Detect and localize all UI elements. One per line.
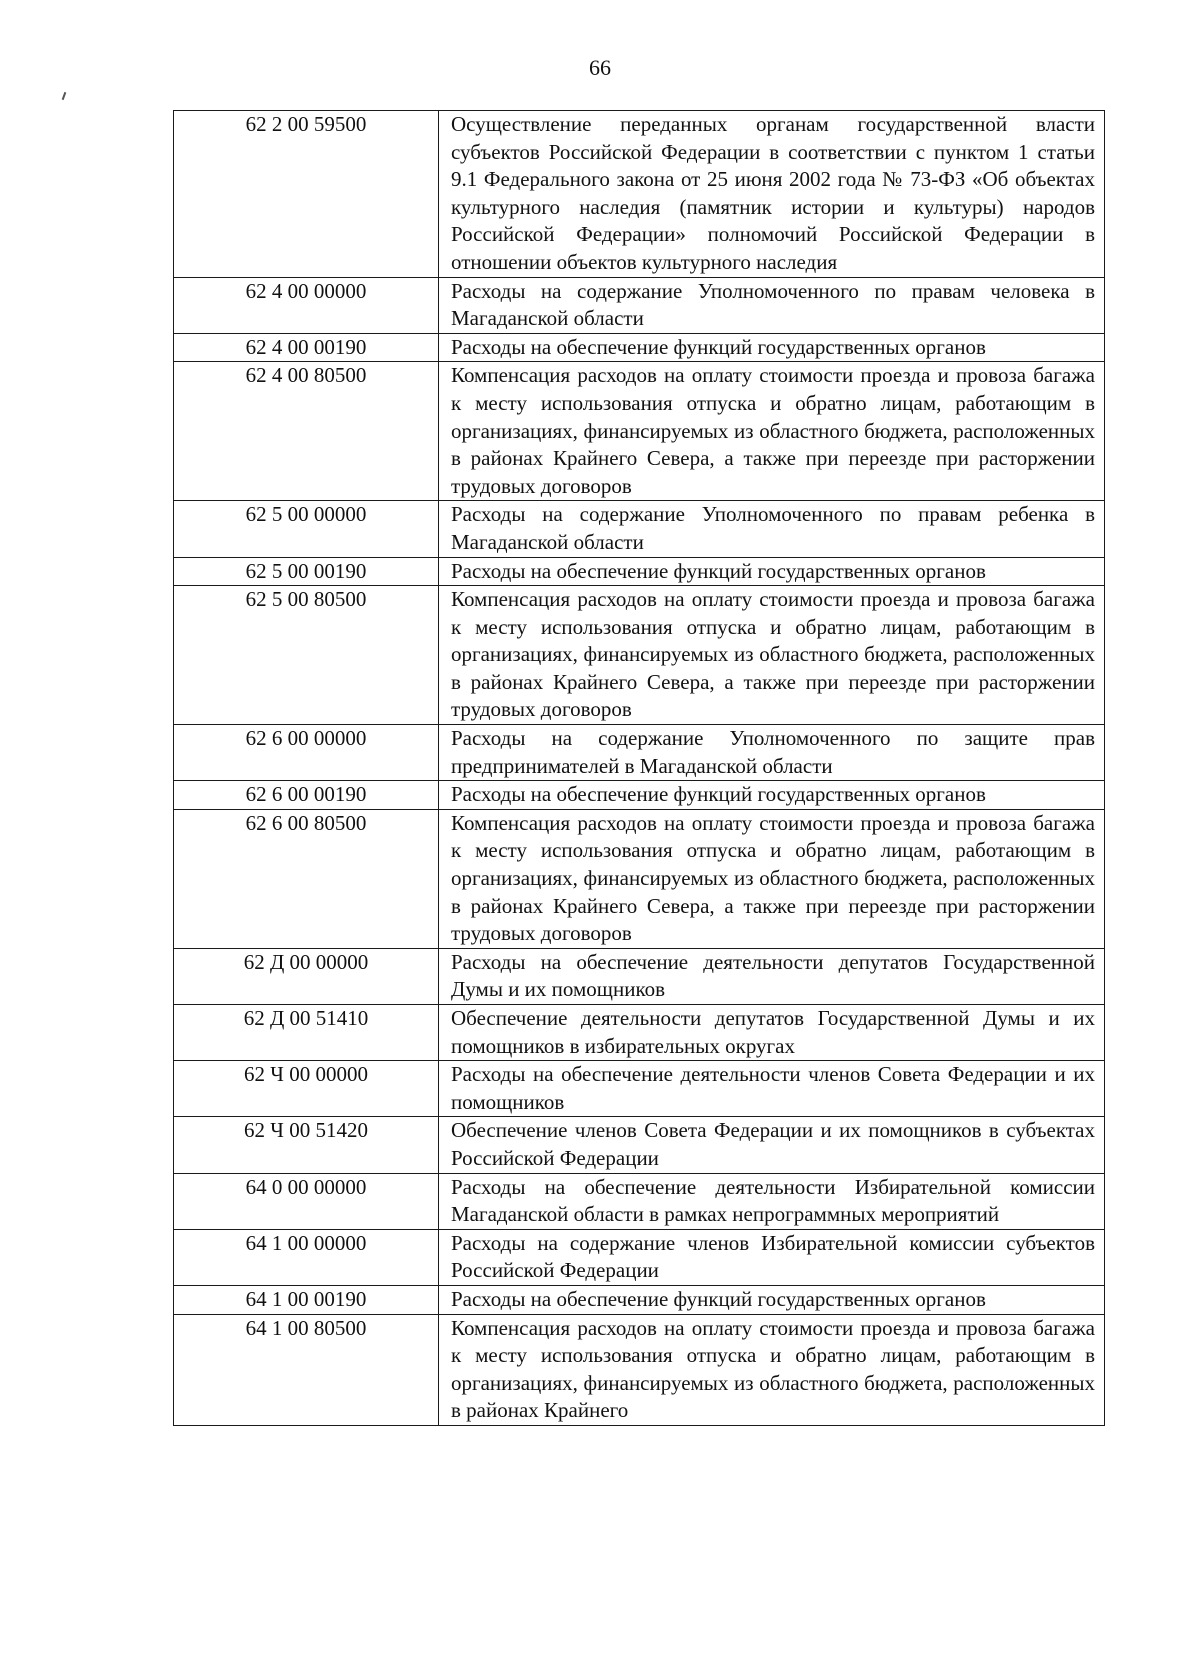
budget-code-cell: 62 Д 00 51410 bbox=[174, 1005, 439, 1061]
budget-code-cell: 64 1 00 00000 bbox=[174, 1229, 439, 1285]
expense-description-cell: Расходы на обеспечение деятельности Избирательной комиссии Магаданской области в рамках непрограммных мероприятий bbox=[439, 1173, 1105, 1229]
expense-description-cell: Расходы на содержание членов Избирательной комиссии субъектов Российской Федерации bbox=[439, 1229, 1105, 1285]
table-row bbox=[174, 501, 1105, 557]
expense-description-cell: Компенсация расходов на оплату стоимости проезда и провоза багажа к месту использования отпуска и обратно лицам, работающим в организациях, финансируемых из областного бюджета, расположенных в районах Крайнего Севера, а также при переезде при расторжении трудовых договоров bbox=[439, 362, 1105, 501]
scan-speck bbox=[62, 92, 67, 100]
budget-code-cell: 62 2 00 59500 bbox=[174, 111, 439, 278]
table-row bbox=[174, 111, 1105, 278]
budget-code-cell: 62 5 00 80500 bbox=[174, 586, 439, 725]
budget-code-cell: 62 4 00 80500 bbox=[174, 362, 439, 501]
classification-table bbox=[173, 110, 1105, 1426]
budget-code-cell: 62 6 00 00000 bbox=[174, 725, 439, 781]
table-row bbox=[174, 1061, 1105, 1117]
budget-code-cell: 62 Ч 00 00000 bbox=[174, 1061, 439, 1117]
expense-description-cell: Расходы на обеспечение деятельности членов Совета Федерации и их помощников bbox=[439, 1061, 1105, 1117]
expense-description-cell: Обеспечение деятельности депутатов Государственной Думы и их помощников в избирательных округах bbox=[439, 1005, 1105, 1061]
table-row bbox=[174, 586, 1105, 725]
expense-description-cell: Расходы на обеспечение функций государственных органов bbox=[439, 781, 1105, 810]
expense-description-cell: Расходы на обеспечение функций государственных органов bbox=[439, 557, 1105, 586]
table-body bbox=[174, 111, 1105, 1426]
expense-description-cell: Расходы на содержание Уполномоченного по защите прав предпринимателей в Магаданской области bbox=[439, 725, 1105, 781]
table-row bbox=[174, 948, 1105, 1004]
expense-description-cell: Компенсация расходов на оплату стоимости проезда и провоза багажа к месту использования отпуска и обратно лицам, работающим в организациях, финансируемых из областного бюджета, расположенных в районах Крайнего Севера, а также при переезде при расторжении трудовых договоров bbox=[439, 809, 1105, 948]
budget-code-cell: 62 5 00 00190 bbox=[174, 557, 439, 586]
table-row bbox=[174, 1173, 1105, 1229]
budget-code-cell: 64 1 00 00190 bbox=[174, 1285, 439, 1314]
table-row bbox=[174, 1314, 1105, 1425]
table-row bbox=[174, 362, 1105, 501]
table-row bbox=[174, 1117, 1105, 1173]
expense-description-cell: Расходы на содержание Уполномоченного по правам человека в Магаданской области bbox=[439, 277, 1105, 333]
budget-code-cell: 62 4 00 00000 bbox=[174, 277, 439, 333]
table-row bbox=[174, 1285, 1105, 1314]
table-row bbox=[174, 1005, 1105, 1061]
expense-description-cell: Расходы на обеспечение функций государственных органов bbox=[439, 333, 1105, 362]
table-row bbox=[174, 557, 1105, 586]
budget-code-cell: 64 0 00 00000 bbox=[174, 1173, 439, 1229]
expense-description-cell: Компенсация расходов на оплату стоимости проезда и провоза багажа к месту использования отпуска и обратно лицам, работающим в организациях, финансируемых из областного бюджета, расположенных в районах Крайнего bbox=[439, 1314, 1105, 1425]
table-row bbox=[174, 1229, 1105, 1285]
expense-description-cell: Осуществление переданных органам государственной власти субъектов Российской Федерации в соответствии с пунктом 1 статьи 9.1 Федерального закона от 25 июня 2002 года № 73-ФЗ «Об объектах культурного наследия (памятник истории и культуры) народов Российской Федерации» полномочий Российской Федерации в отношении объектов культурного наследия bbox=[439, 111, 1105, 278]
expense-description-cell: Расходы на обеспечение функций государственных органов bbox=[439, 1285, 1105, 1314]
budget-code-cell: 62 Д 00 00000 bbox=[174, 948, 439, 1004]
budget-code-cell: 62 5 00 00000 bbox=[174, 501, 439, 557]
expense-description-cell: Расходы на содержание Уполномоченного по правам ребенка в Магаданской области bbox=[439, 501, 1105, 557]
page-number: 66 bbox=[589, 55, 611, 80]
budget-code-cell: 64 1 00 80500 bbox=[174, 1314, 439, 1425]
table-row bbox=[174, 809, 1105, 948]
table-row bbox=[174, 333, 1105, 362]
expense-description-cell: Расходы на обеспечение деятельности депутатов Государственной Думы и их помощников bbox=[439, 948, 1105, 1004]
budget-code-cell: 62 6 00 80500 bbox=[174, 809, 439, 948]
expense-description-cell: Обеспечение членов Совета Федерации и их помощников в субъектах Российской Федерации bbox=[439, 1117, 1105, 1173]
expense-description-cell: Компенсация расходов на оплату стоимости проезда и провоза багажа к месту использования отпуска и обратно лицам, работающим в организациях, финансируемых из областного бюджета, расположенных в районах Крайнего Севера, а также при переезде при расторжении трудовых договоров bbox=[439, 586, 1105, 725]
table-row bbox=[174, 781, 1105, 810]
table-row bbox=[174, 725, 1105, 781]
budget-code-cell: 62 4 00 00190 bbox=[174, 333, 439, 362]
budget-code-cell: 62 Ч 00 51420 bbox=[174, 1117, 439, 1173]
table-row bbox=[174, 277, 1105, 333]
budget-code-cell: 62 6 00 00190 bbox=[174, 781, 439, 810]
